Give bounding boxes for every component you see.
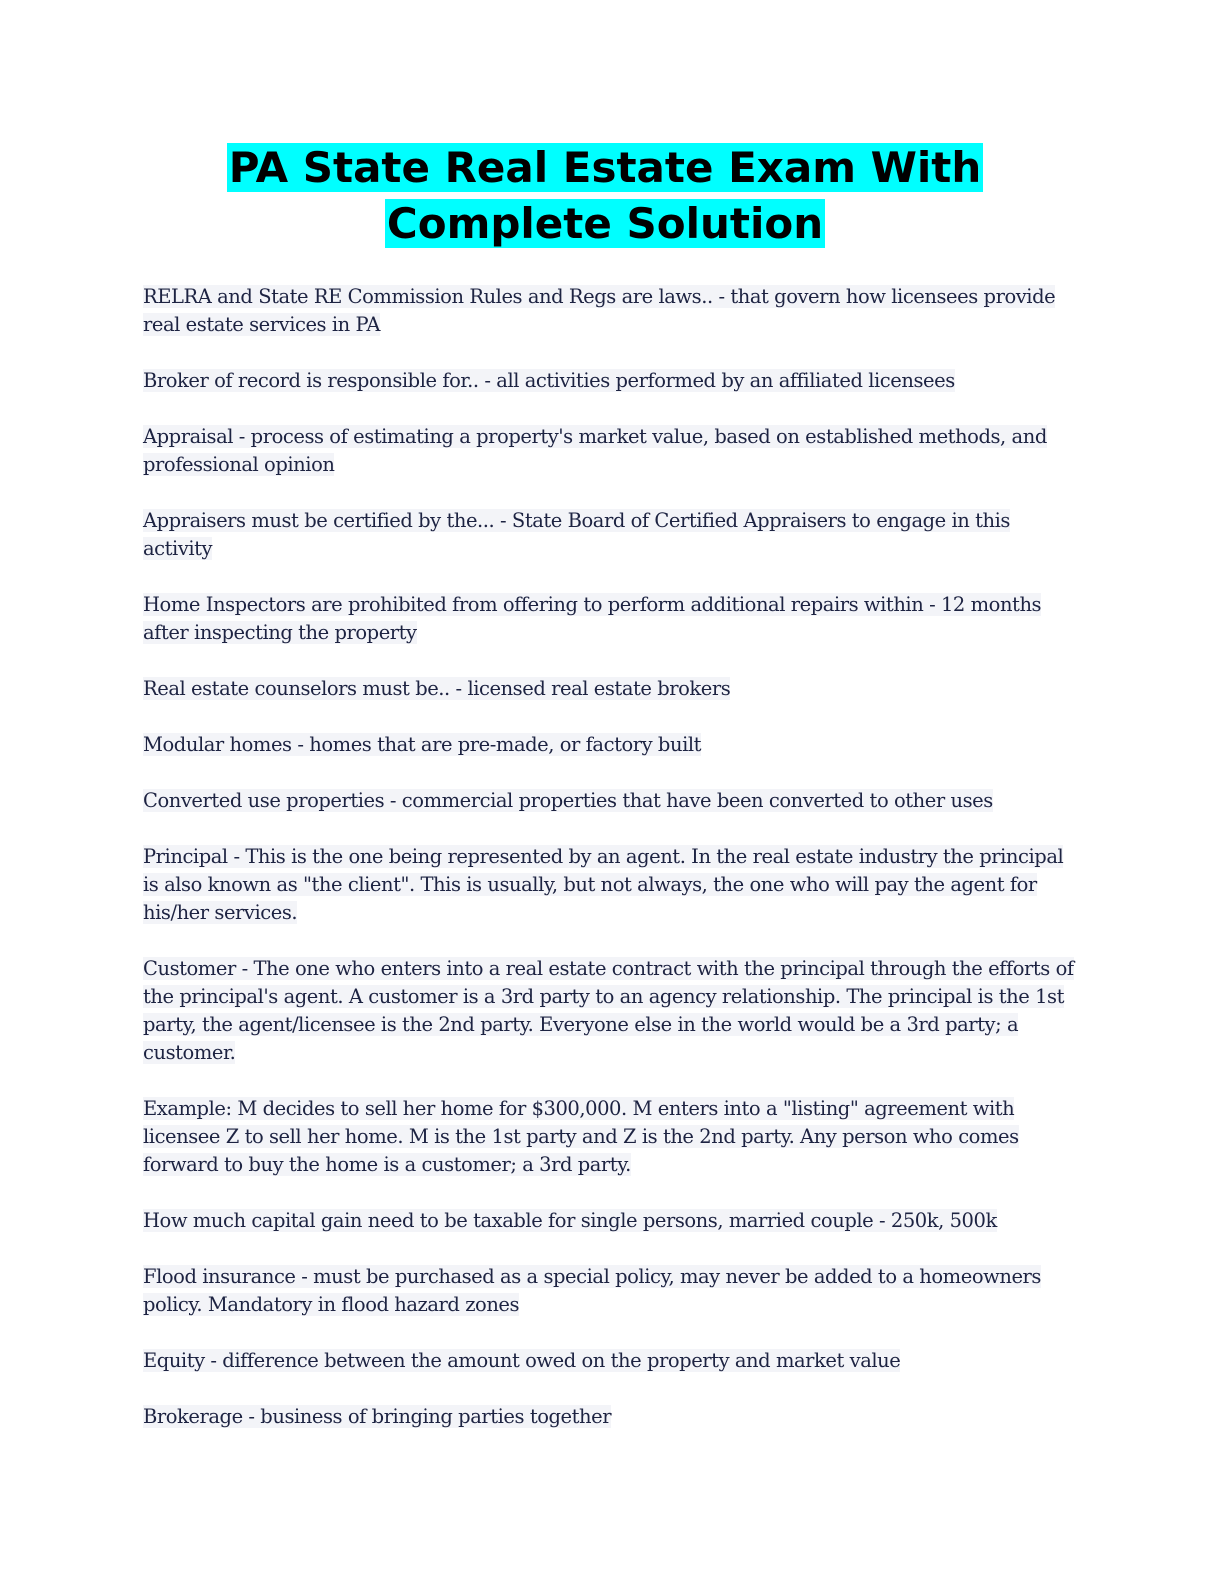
qa-entry: Broker of record is responsible for.. - all activities performed by an affiliated licensees	[143, 369, 955, 392]
qa-entry: Converted use properties - commercial properties that have been converted to other uses	[143, 789, 993, 812]
qa-entry: Equity - difference between the amount owed on the property and market value	[143, 1349, 901, 1372]
qa-entry: Appraisal - process of estimating a property's market value, based on established methods, and professional opinion	[143, 425, 1047, 476]
qa-entry: Home Inspectors are prohibited from offering to perform additional repairs within - 12 months after inspecting the property	[143, 593, 1042, 644]
qa-entry: How much capital gain need to be taxable for single persons, married couple - 250k, 500k	[143, 1209, 997, 1232]
qa-entry: Example: M decides to sell her home for $300,000. M enters into a "listing" agreement with licensee Z to sell her home. M is the 1st party and Z is the 2nd party. Any person who comes forward to buy the home is a customer; a 3rd party.	[143, 1097, 1019, 1176]
qa-entry: Real estate counselors must be.. - licensed real estate brokers	[143, 677, 731, 700]
qa-entry: RELRA and State RE Commission Rules and Regs are laws.. - that govern how licensees provide real estate services in PA	[143, 285, 1056, 336]
page-title: PA State Real Estate Exam With Complete Solution	[228, 143, 982, 248]
qa-entry: Customer - The one who enters into a real estate contract with the principal through the efforts of the principal's agent. A customer is a 3rd party to an agency relationship. The principal is the 1st party, the agent/licensee is the 2nd party. Everyone else in the world would be a 3rd party; a customer.	[143, 957, 1074, 1064]
qa-entry: Brokerage - business of bringing parties together	[143, 1405, 612, 1428]
qa-list	[143, 283, 1078, 1459]
qa-entry: Principal - This is the one being represented by an agent. In the real estate industry the principal is also known as "the client". This is usually, but not always, the one who will pay the agent for his/her services.	[143, 845, 1064, 924]
title-block	[140, 140, 1070, 252]
qa-entry: Appraisers must be certified by the... - State Board of Certified Appraisers to engage in this activity	[143, 509, 1010, 560]
qa-entry: Flood insurance - must be purchased as a special policy, may never be added to a homeowners policy. Mandatory in flood hazard zones	[143, 1265, 1041, 1316]
qa-entry: Modular homes - homes that are pre-made, or factory built	[143, 733, 702, 756]
